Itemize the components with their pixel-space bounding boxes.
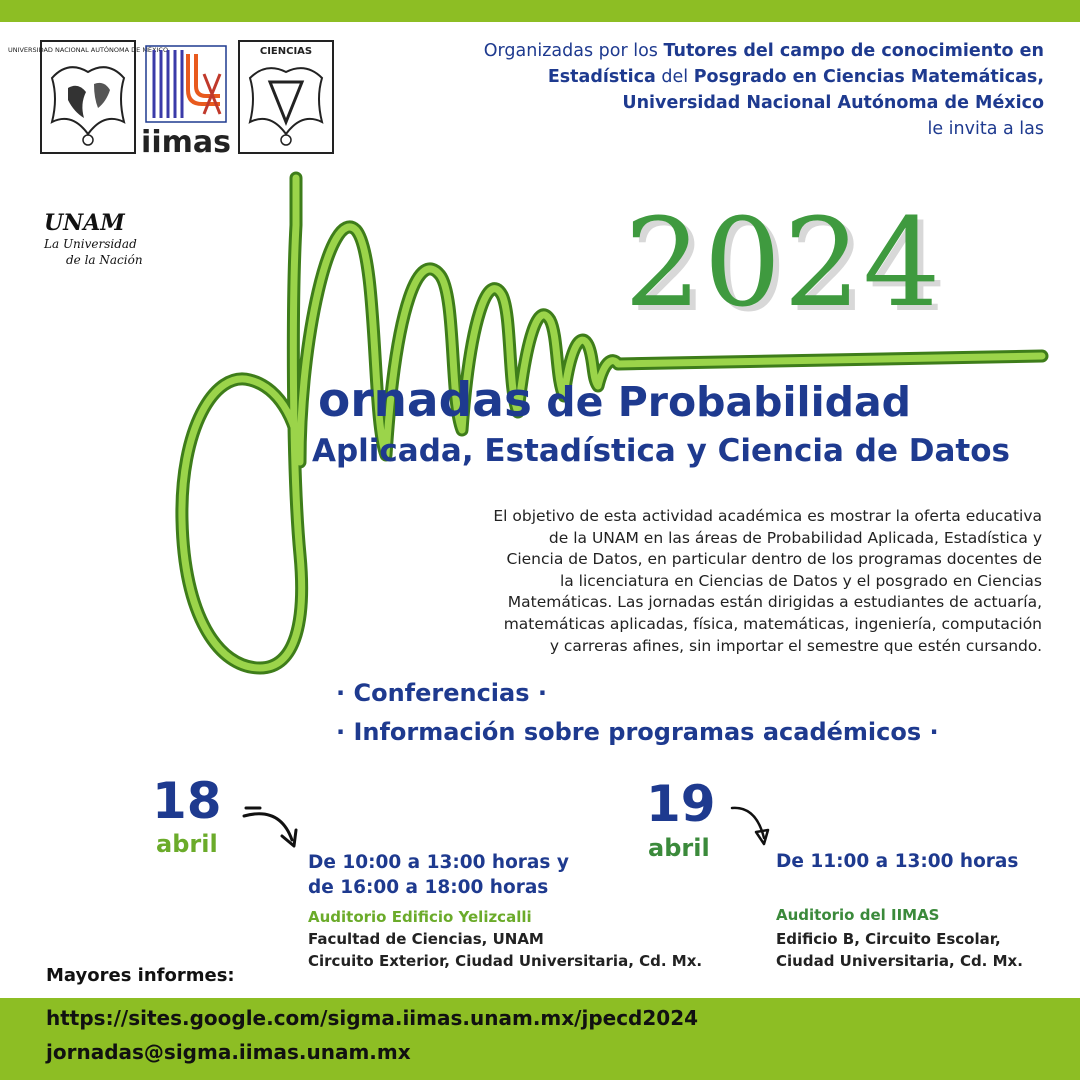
contact-email-link[interactable]: jornadas@sigma.iimas.unam.mx <box>46 1040 411 1064</box>
contact-label: Mayores informes: <box>46 965 235 986</box>
unam-seal-logo <box>7 38 169 156</box>
event-title <box>318 373 912 428</box>
event-year: 2024 <box>624 192 943 334</box>
organizer-text: Organizadas por los Tutores del campo de conocimiento en Estadística del Posgrado en Ciencias Matemáticas, Universidad Nacional Autónoma de México le invita a las <box>483 41 1044 139</box>
unam-seal-text: UNIVERSIDAD NACIONAL AUTÓNOMA DE MÉXICO <box>7 46 169 54</box>
day1-arrow-icon <box>240 800 304 852</box>
event-subtitle: Aplicada, Estadística y Ciencia de Datos <box>312 433 1010 469</box>
event-title-rest: de Probabilidad <box>531 378 912 426</box>
iimas-logo-text: iimas <box>141 125 231 160</box>
day2-address: Edificio B, Circuito Escolar, Ciudad Universitaria, Cd. Mx. <box>776 930 1023 970</box>
day1-number: 18 <box>152 772 222 830</box>
day1-month: abril <box>156 830 218 858</box>
svg-text:UNAM: UNAM <box>44 210 125 236</box>
svg-text:de la Nación: de la Nación <box>66 253 143 267</box>
svg-text:La Universidad: La Universidad <box>44 237 137 251</box>
contact-url-link[interactable]: https://sites.google.com/sigma.iimas.unam.mx/jpecd2024 <box>46 1006 699 1030</box>
day2-hours: De 11:00 a 13:00 horas <box>776 851 1019 872</box>
day2-venue: Auditorio del IIMAS <box>776 906 940 924</box>
top-green-bar <box>0 0 1080 22</box>
day1-address: Facultad de Ciencias, UNAM Circuito Exterior, Ciudad Universitaria, Cd. Mx. <box>308 930 703 970</box>
day1-hours: De 10:00 a 13:00 horas y de 16:00 a 18:00 horas <box>308 852 569 898</box>
ciencias-seal-logo <box>236 38 336 156</box>
iimas-logo <box>141 44 231 160</box>
bullet-programas: · Información sobre programas académicos · <box>336 718 939 746</box>
bullet-conferencias: · Conferencias · <box>336 679 547 707</box>
day2-number: 19 <box>646 775 716 833</box>
ciencias-seal-text: CIENCIAS <box>259 46 313 57</box>
day2-month: abril <box>648 834 710 862</box>
day2-arrow-icon <box>726 802 774 850</box>
description-paragraph: El objetivo de esta actividad académica es mostrar la oferta educativa de la UNAM en las áreas de Probabilidad Aplicada, Estadística y Ciencia de Datos, en particular dentro de los programas docentes de la licenciatura en Ciencias de Datos y el posgrado en Ciencias Matemáticas. Las jornadas están dirigidas a estudiantes de actuaría, matemáticas aplicadas, física, matemáticas, ingeniería, computación y carreras afines, sin importar el semestre que estén cursando. <box>493 507 1042 655</box>
event-title-jornadas: ornadas <box>318 373 532 428</box>
day1-venue: Auditorio Edificio Yelizcalli <box>308 908 532 926</box>
